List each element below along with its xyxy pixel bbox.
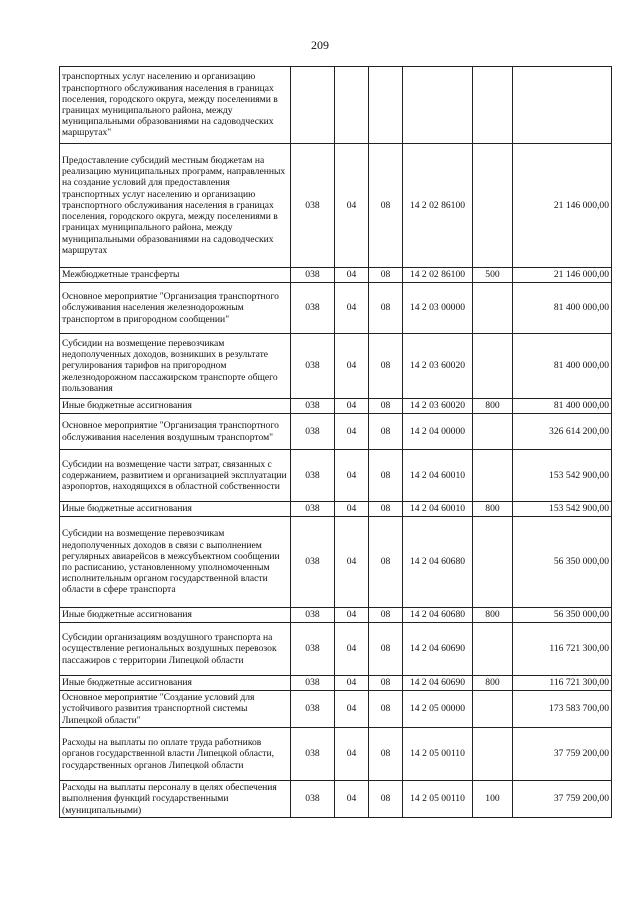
- cell-ministry-code: 038: [291, 283, 335, 334]
- cell-section-code: [335, 67, 369, 144]
- cell-section-code: 04: [335, 450, 369, 502]
- cell-subsection-code: 08: [369, 502, 403, 517]
- cell-expense-type: [473, 517, 513, 608]
- table-row: [60, 144, 612, 268]
- cell-subsection-code: 08: [369, 268, 403, 283]
- table-row: [60, 414, 612, 450]
- cell-target-article: 14 2 04 60680: [403, 517, 473, 608]
- cell-amount: 81 400 000,00: [513, 399, 612, 414]
- cell-subsection-code: 08: [369, 728, 403, 781]
- table-row: [60, 728, 612, 781]
- cell-ministry-code: 038: [291, 144, 335, 268]
- cell-expense-type: [473, 67, 513, 144]
- cell-expense-type: 100: [473, 781, 513, 818]
- cell-subsection-code: 08: [369, 676, 403, 691]
- cell-subsection-code: 08: [369, 691, 403, 728]
- cell-target-article: 14 2 02 86100: [403, 144, 473, 268]
- cell-amount: 21 146 000,00: [513, 144, 612, 268]
- cell-ministry-code: 038: [291, 334, 335, 399]
- cell-ministry-code: [291, 67, 335, 144]
- cell-description: Расходы на выплаты персоналу в целях обеспечения выполнения функций государственными (муниципальными): [60, 781, 291, 818]
- cell-ministry-code: 038: [291, 450, 335, 502]
- cell-expense-type: [473, 144, 513, 268]
- cell-amount: 116 721 300,00: [513, 676, 612, 691]
- table-row: [60, 676, 612, 691]
- cell-amount: 37 759 200,00: [513, 781, 612, 818]
- cell-description: Субсидии на возмещение перевозчикам недополученных доходов, возникших в результате регулирования тарифов на пригородном железнодорожном пассажирском транспорте общего пользования: [60, 334, 291, 399]
- cell-section-code: 04: [335, 144, 369, 268]
- table-row: [60, 450, 612, 502]
- cell-subsection-code: 08: [369, 781, 403, 818]
- cell-expense-type: [473, 728, 513, 781]
- cell-section-code: 04: [335, 608, 369, 623]
- cell-amount: 116 721 300,00: [513, 623, 612, 676]
- cell-amount: 81 400 000,00: [513, 283, 612, 334]
- cell-target-article: 14 2 05 00000: [403, 691, 473, 728]
- cell-target-article: 14 2 03 00000: [403, 283, 473, 334]
- cell-subsection-code: 08: [369, 334, 403, 399]
- cell-expense-type: [473, 414, 513, 450]
- cell-ministry-code: 038: [291, 691, 335, 728]
- budget-table: [59, 66, 612, 818]
- cell-amount: 153 542 900,00: [513, 450, 612, 502]
- table-row: [60, 781, 612, 818]
- cell-ministry-code: 038: [291, 781, 335, 818]
- cell-expense-type: [473, 334, 513, 399]
- cell-subsection-code: 08: [369, 608, 403, 623]
- cell-expense-type: [473, 691, 513, 728]
- cell-subsection-code: [369, 67, 403, 144]
- cell-ministry-code: 038: [291, 608, 335, 623]
- cell-ministry-code: 038: [291, 623, 335, 676]
- cell-amount: 56 350 000,00: [513, 517, 612, 608]
- cell-target-article: 14 2 04 60690: [403, 676, 473, 691]
- page-number: 209: [311, 38, 329, 52]
- cell-section-code: 04: [335, 283, 369, 334]
- table-row: [60, 283, 612, 334]
- table-row: [60, 67, 612, 144]
- cell-expense-type: [473, 450, 513, 502]
- cell-expense-type: 800: [473, 676, 513, 691]
- cell-ministry-code: 038: [291, 399, 335, 414]
- cell-subsection-code: 08: [369, 414, 403, 450]
- cell-target-article: 14 2 04 60680: [403, 608, 473, 623]
- cell-subsection-code: 08: [369, 623, 403, 676]
- cell-description: Субсидии на возмещение перевозчикам недополученных доходов в связи с выполнением регулярных авиарейсов в межсубъектном сообщении по расписанию, установленному уполномоченным исполнительным органом государственной власти области в сфере транспорта: [60, 517, 291, 608]
- cell-amount: 56 350 000,00: [513, 608, 612, 623]
- cell-description: Иные бюджетные ассигнования: [60, 676, 291, 691]
- cell-expense-type: 800: [473, 399, 513, 414]
- cell-amount: 173 583 700,00: [513, 691, 612, 728]
- cell-amount: 326 614 200,00: [513, 414, 612, 450]
- cell-ministry-code: 038: [291, 676, 335, 691]
- cell-section-code: 04: [335, 623, 369, 676]
- cell-ministry-code: 038: [291, 268, 335, 283]
- cell-expense-type: [473, 623, 513, 676]
- cell-subsection-code: 08: [369, 283, 403, 334]
- cell-description: Субсидии организациям воздушного транспорта на осуществление региональных воздушных перевозок пассажиров с территории Липецкой области: [60, 623, 291, 676]
- cell-description: Иные бюджетные ассигнования: [60, 608, 291, 623]
- table-row: [60, 502, 612, 517]
- cell-description: Расходы на выплаты по оплате труда работников органов государственной власти Липецкой области, государственных органов Липецкой области: [60, 728, 291, 781]
- cell-target-article: [403, 67, 473, 144]
- table-row: [60, 608, 612, 623]
- cell-expense-type: 800: [473, 608, 513, 623]
- cell-section-code: 04: [335, 781, 369, 818]
- cell-description: Основное мероприятие "Организация транспортного обслуживания населения железнодорожным транспортом в пригородном сообщении": [60, 283, 291, 334]
- cell-amount: 153 542 900,00: [513, 502, 612, 517]
- table-row: [60, 268, 612, 283]
- cell-target-article: 14 2 05 00110: [403, 728, 473, 781]
- cell-target-article: 14 2 04 00000: [403, 414, 473, 450]
- cell-expense-type: 500: [473, 268, 513, 283]
- cell-section-code: 04: [335, 399, 369, 414]
- cell-ministry-code: 038: [291, 502, 335, 517]
- cell-description: Основное мероприятие "Организация транспортного обслуживания населения воздушным транспортом": [60, 414, 291, 450]
- cell-ministry-code: 038: [291, 728, 335, 781]
- table-row: [60, 623, 612, 676]
- cell-amount: [513, 67, 612, 144]
- cell-ministry-code: 038: [291, 517, 335, 608]
- table-row: [60, 691, 612, 728]
- cell-description: Основное мероприятие "Создание условий для устойчивого развития транспортной системы Липецкой области": [60, 691, 291, 728]
- cell-subsection-code: 08: [369, 450, 403, 502]
- cell-description: Межбюджетные трансферты: [60, 268, 291, 283]
- table-row: [60, 334, 612, 399]
- cell-target-article: 14 2 05 00110: [403, 781, 473, 818]
- cell-section-code: 04: [335, 414, 369, 450]
- cell-description: Иные бюджетные ассигнования: [60, 399, 291, 414]
- cell-description: транспортных услуг населению и организацию транспортного обслуживания населения в границах поселения, городского округа, между поселениями в границах муниципального района, между муниципальными образованиями на садоводческих маршрутах": [60, 67, 291, 144]
- cell-section-code: 04: [335, 502, 369, 517]
- cell-amount: 37 759 200,00: [513, 728, 612, 781]
- cell-section-code: 04: [335, 676, 369, 691]
- cell-expense-type: 800: [473, 502, 513, 517]
- cell-target-article: 14 2 03 60020: [403, 334, 473, 399]
- cell-subsection-code: 08: [369, 517, 403, 608]
- cell-ministry-code: 038: [291, 414, 335, 450]
- cell-amount: 81 400 000,00: [513, 334, 612, 399]
- cell-section-code: 04: [335, 517, 369, 608]
- cell-description: Предоставление субсидий местным бюджетам на реализацию муниципальных программ, направленных на создание условий для предоставления транспортных услуг населению и организацию транспортного обслуживания населения в границах поселения, городского округа, между поселениями в границах муниципального района, между муниципальными образованиями на садоводческих маршрутах: [60, 144, 291, 268]
- cell-target-article: 14 2 02 86100: [403, 268, 473, 283]
- cell-section-code: 04: [335, 691, 369, 728]
- cell-target-article: 14 2 04 60010: [403, 502, 473, 517]
- cell-subsection-code: 08: [369, 399, 403, 414]
- table-row: [60, 517, 612, 608]
- table-row: [60, 399, 612, 414]
- cell-description: Субсидии на возмещение части затрат, связанных с содержанием, развитием и организацией эксплуатации аэропортов, находящихся в областной собственности: [60, 450, 291, 502]
- cell-amount: 21 146 000,00: [513, 268, 612, 283]
- cell-expense-type: [473, 283, 513, 334]
- cell-section-code: 04: [335, 268, 369, 283]
- cell-section-code: 04: [335, 334, 369, 399]
- cell-target-article: 14 2 03 60020: [403, 399, 473, 414]
- cell-target-article: 14 2 04 60010: [403, 450, 473, 502]
- cell-description: Иные бюджетные ассигнования: [60, 502, 291, 517]
- cell-target-article: 14 2 04 60690: [403, 623, 473, 676]
- cell-section-code: 04: [335, 728, 369, 781]
- cell-subsection-code: 08: [369, 144, 403, 268]
